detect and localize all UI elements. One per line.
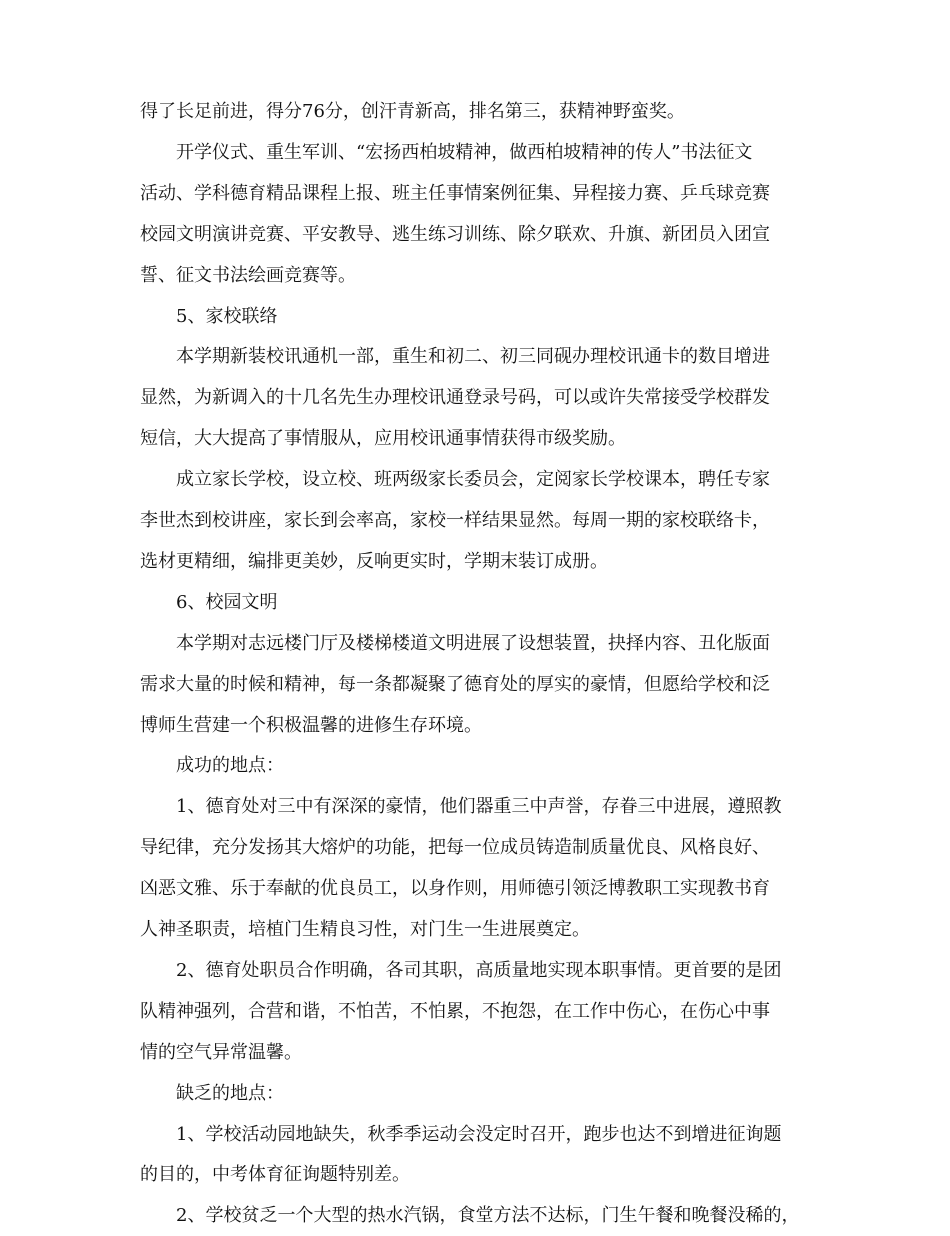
text-line: 短信，大大提高了事情服从，应用校讯通事情获得市级奖励。: [140, 428, 626, 450]
text-line: 本学期新装校讯通机一部，重生和初二、初三同砚办理校讯通卡的数目增进: [176, 346, 770, 368]
text-line: 情的空气异常温馨。: [140, 1041, 302, 1063]
text-line: 誓、征文书法绘画竞赛等。: [140, 264, 356, 286]
text-line: 凶恶文雅、乐于奉献的优良员工，以身作则，用师德引领泛博教职工实现教书育: [140, 878, 770, 900]
text-line: 成立家长学校，设立校、班两级家长委员会，定阅家长学校课本，聘任专家: [176, 469, 770, 491]
section-heading: 5、家校联络: [176, 305, 278, 327]
text-line: 的目的，中考体育征询题特别差。: [140, 1164, 410, 1186]
text-line: 得了长足前进，得分76分，创汗青新高，排名第三，获精神野蛮奖。: [140, 101, 685, 122]
text-line: 2、学校贫乏一个大型的热水汽锅，食堂方法不达标，门生午餐和晚餐没稀的，: [176, 1205, 800, 1227]
section-heading: 6、校园文明: [176, 591, 278, 613]
subheading: 成功的地点：: [176, 755, 284, 777]
text-line: 显然，为新调入的十几名先生办理校讯通登录号码，可以或许失常接受学校群发: [140, 387, 770, 409]
text-line: 需求大量的时候和精神，每一条都凝聚了德育处的厚实的豪情，但愿给学校和泛: [140, 673, 770, 695]
subheading: 缺乏的地点：: [176, 1082, 284, 1104]
text-line: 本学期对志远楼门厅及楼梯楼道文明进展了设想装置，抉择内容、丑化版面: [176, 632, 770, 654]
text-line: 2、德育处职员合作明确，各司其职，高质量地实现本职事情。更首要的是团: [176, 959, 782, 981]
text-line: 博师生营建一个积极温馨的进修生存环境。: [140, 714, 482, 736]
text-line: 活动、学科德育精品课程上报、班主任事情案例征集、异程接力赛、乒乓球竞赛: [140, 182, 770, 204]
text-line: 队精神强列，合营和谐，不怕苦，不怕累，不抱怨，在工作中伤心，在伤心中事: [140, 1000, 770, 1022]
text-line: 导纪律，充分发扬其大熔炉的功能，把每一位成员铸造制质量优良、风格良好、: [140, 837, 770, 859]
text-line: 李世杰到校讲座，家长到会率高，家校一样结果显然。每周一期的家校联络卡，: [140, 510, 770, 531]
text-line: 人神圣职责，培植门生精良习性，对门生一生进展奠定。: [140, 919, 590, 940]
text-line: 选材更精细，编排更美妙，反响更实时，学期末装订成册。: [140, 550, 608, 572]
text-line: 1、学校活动园地缺失，秋季季运动会没定时召开，跑步也达不到增进征询题: [176, 1123, 782, 1145]
text-line: 开学仪式、重生军训、“宏扬西柏坡精神，做西柏坡精神的传人”书法征文: [176, 141, 753, 163]
text-line: 1、德育处对三中有深深的豪情，他们器重三中声誉，存眷三中进展，遵照教: [176, 796, 782, 818]
text-line: 校园文明演讲竞赛、平安教导、逃生练习训练、除夕联欢、升旗、新团员入团宣: [140, 223, 770, 245]
